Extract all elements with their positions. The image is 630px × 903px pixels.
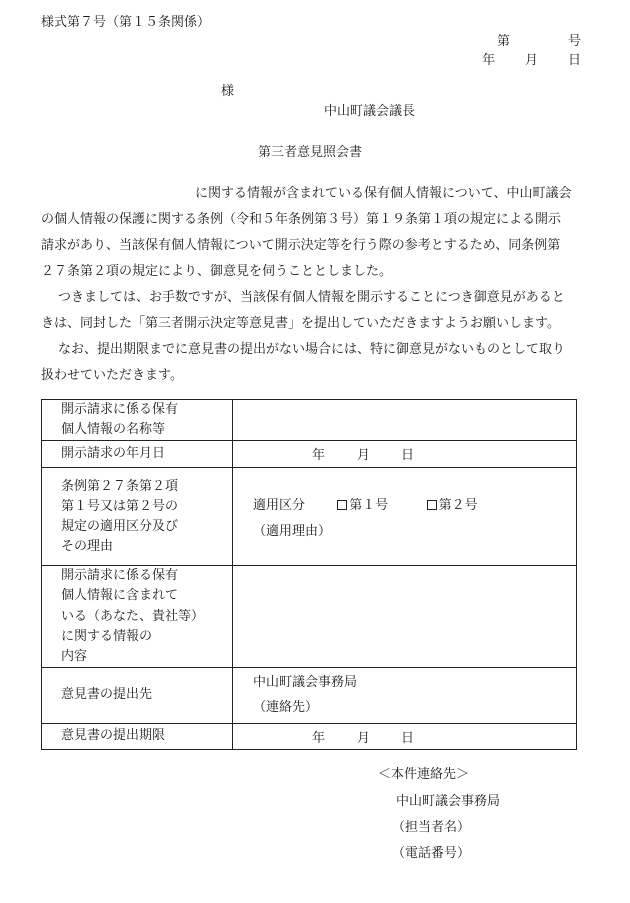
row-label-document-name: 開示請求に係る保有 個人情報の名称等 <box>42 400 233 441</box>
form-number: 様式第７号（第１５条関係） <box>41 15 211 30</box>
body-line: なお、提出期限までに意見書の提出がない場合には、特に御意見がないものとして取り <box>58 342 566 357</box>
document-title: 第三者意見照会書 <box>258 145 363 160</box>
option-1-label: 第１号 <box>349 498 389 514</box>
table-row <box>42 723 577 749</box>
body-line: ２７条第２項の規定により、御意見を伺うこととしました。 <box>41 264 393 279</box>
body-line: つきましては、お手数ですが、当該保有個人情報を開示することにつき御意見があると <box>58 290 565 305</box>
option-1-checkbox[interactable] <box>337 500 347 510</box>
body-line: 扱わせていただきます。 <box>41 368 183 383</box>
contact-office: 中山町議会事務局 <box>396 794 501 809</box>
document-name-field[interactable] <box>233 400 577 441</box>
addressee-honorific: 様 <box>221 84 235 99</box>
body-line: の個人情報の保護に関する条例（令和５年条例第３号）第１９条第１項の規定による開示 <box>41 212 562 227</box>
date-day: 日 <box>568 53 582 68</box>
table-row <box>42 667 577 723</box>
table-row <box>42 566 577 668</box>
destination-contact: （連絡先） <box>253 699 319 715</box>
option-2-label: 第２号 <box>438 498 478 514</box>
date-month: 月 <box>525 53 539 68</box>
body-line: きは、同封した「第三者開示決定等意見書」を提出していただきますようお願いします。 <box>41 316 560 331</box>
category-label: 適用区分 <box>253 498 306 514</box>
table-row <box>42 441 577 468</box>
row-label-request-date: 開示請求の年月日 <box>42 441 233 468</box>
destination-office: 中山町議会事務局 <box>253 674 358 690</box>
related-information-field[interactable] <box>233 566 577 668</box>
row-label-submission-deadline: 意見書の提出期限 <box>42 723 233 749</box>
row-label-exemption-category: 条例第２７条第２項 第１号又は第２号の 規定の適用区分及び その理由 <box>42 468 233 566</box>
body-line: 請求があり、当該保有個人情報について開示決定等を行う際の参考とするため、同条例第 <box>41 238 561 253</box>
body-line: に関する情報が含まれている保有個人情報について、中山町議会 <box>195 186 572 201</box>
sender: 中山町議会議長 <box>324 104 416 119</box>
request-date-field[interactable]: 年 月 日 <box>233 441 577 468</box>
contact-phone: （電話番号） <box>392 846 471 861</box>
option-2-checkbox[interactable] <box>427 500 437 510</box>
submission-deadline-field[interactable]: 年 月 日 <box>233 723 577 749</box>
row-label-related-information: 開示請求に係る保有 個人情報に含まれて いる（あなた、貴社等） に関する情報の 内容 <box>42 566 233 668</box>
exemption-category-field <box>233 468 577 566</box>
table-row <box>42 400 577 441</box>
inquiry-table <box>41 399 577 750</box>
reason-label: （適用理由） <box>253 524 332 540</box>
row-label-submission-destination: 意見書の提出先 <box>42 667 233 723</box>
number-prefix: 第 <box>497 34 511 49</box>
contact-person: （担当者名） <box>392 820 471 835</box>
date-year: 年 <box>482 53 496 68</box>
submission-destination-field <box>233 667 577 723</box>
table-row <box>42 468 577 566</box>
number-suffix: 号 <box>568 34 582 49</box>
contact-heading: ＜本件連絡先＞ <box>378 767 470 782</box>
